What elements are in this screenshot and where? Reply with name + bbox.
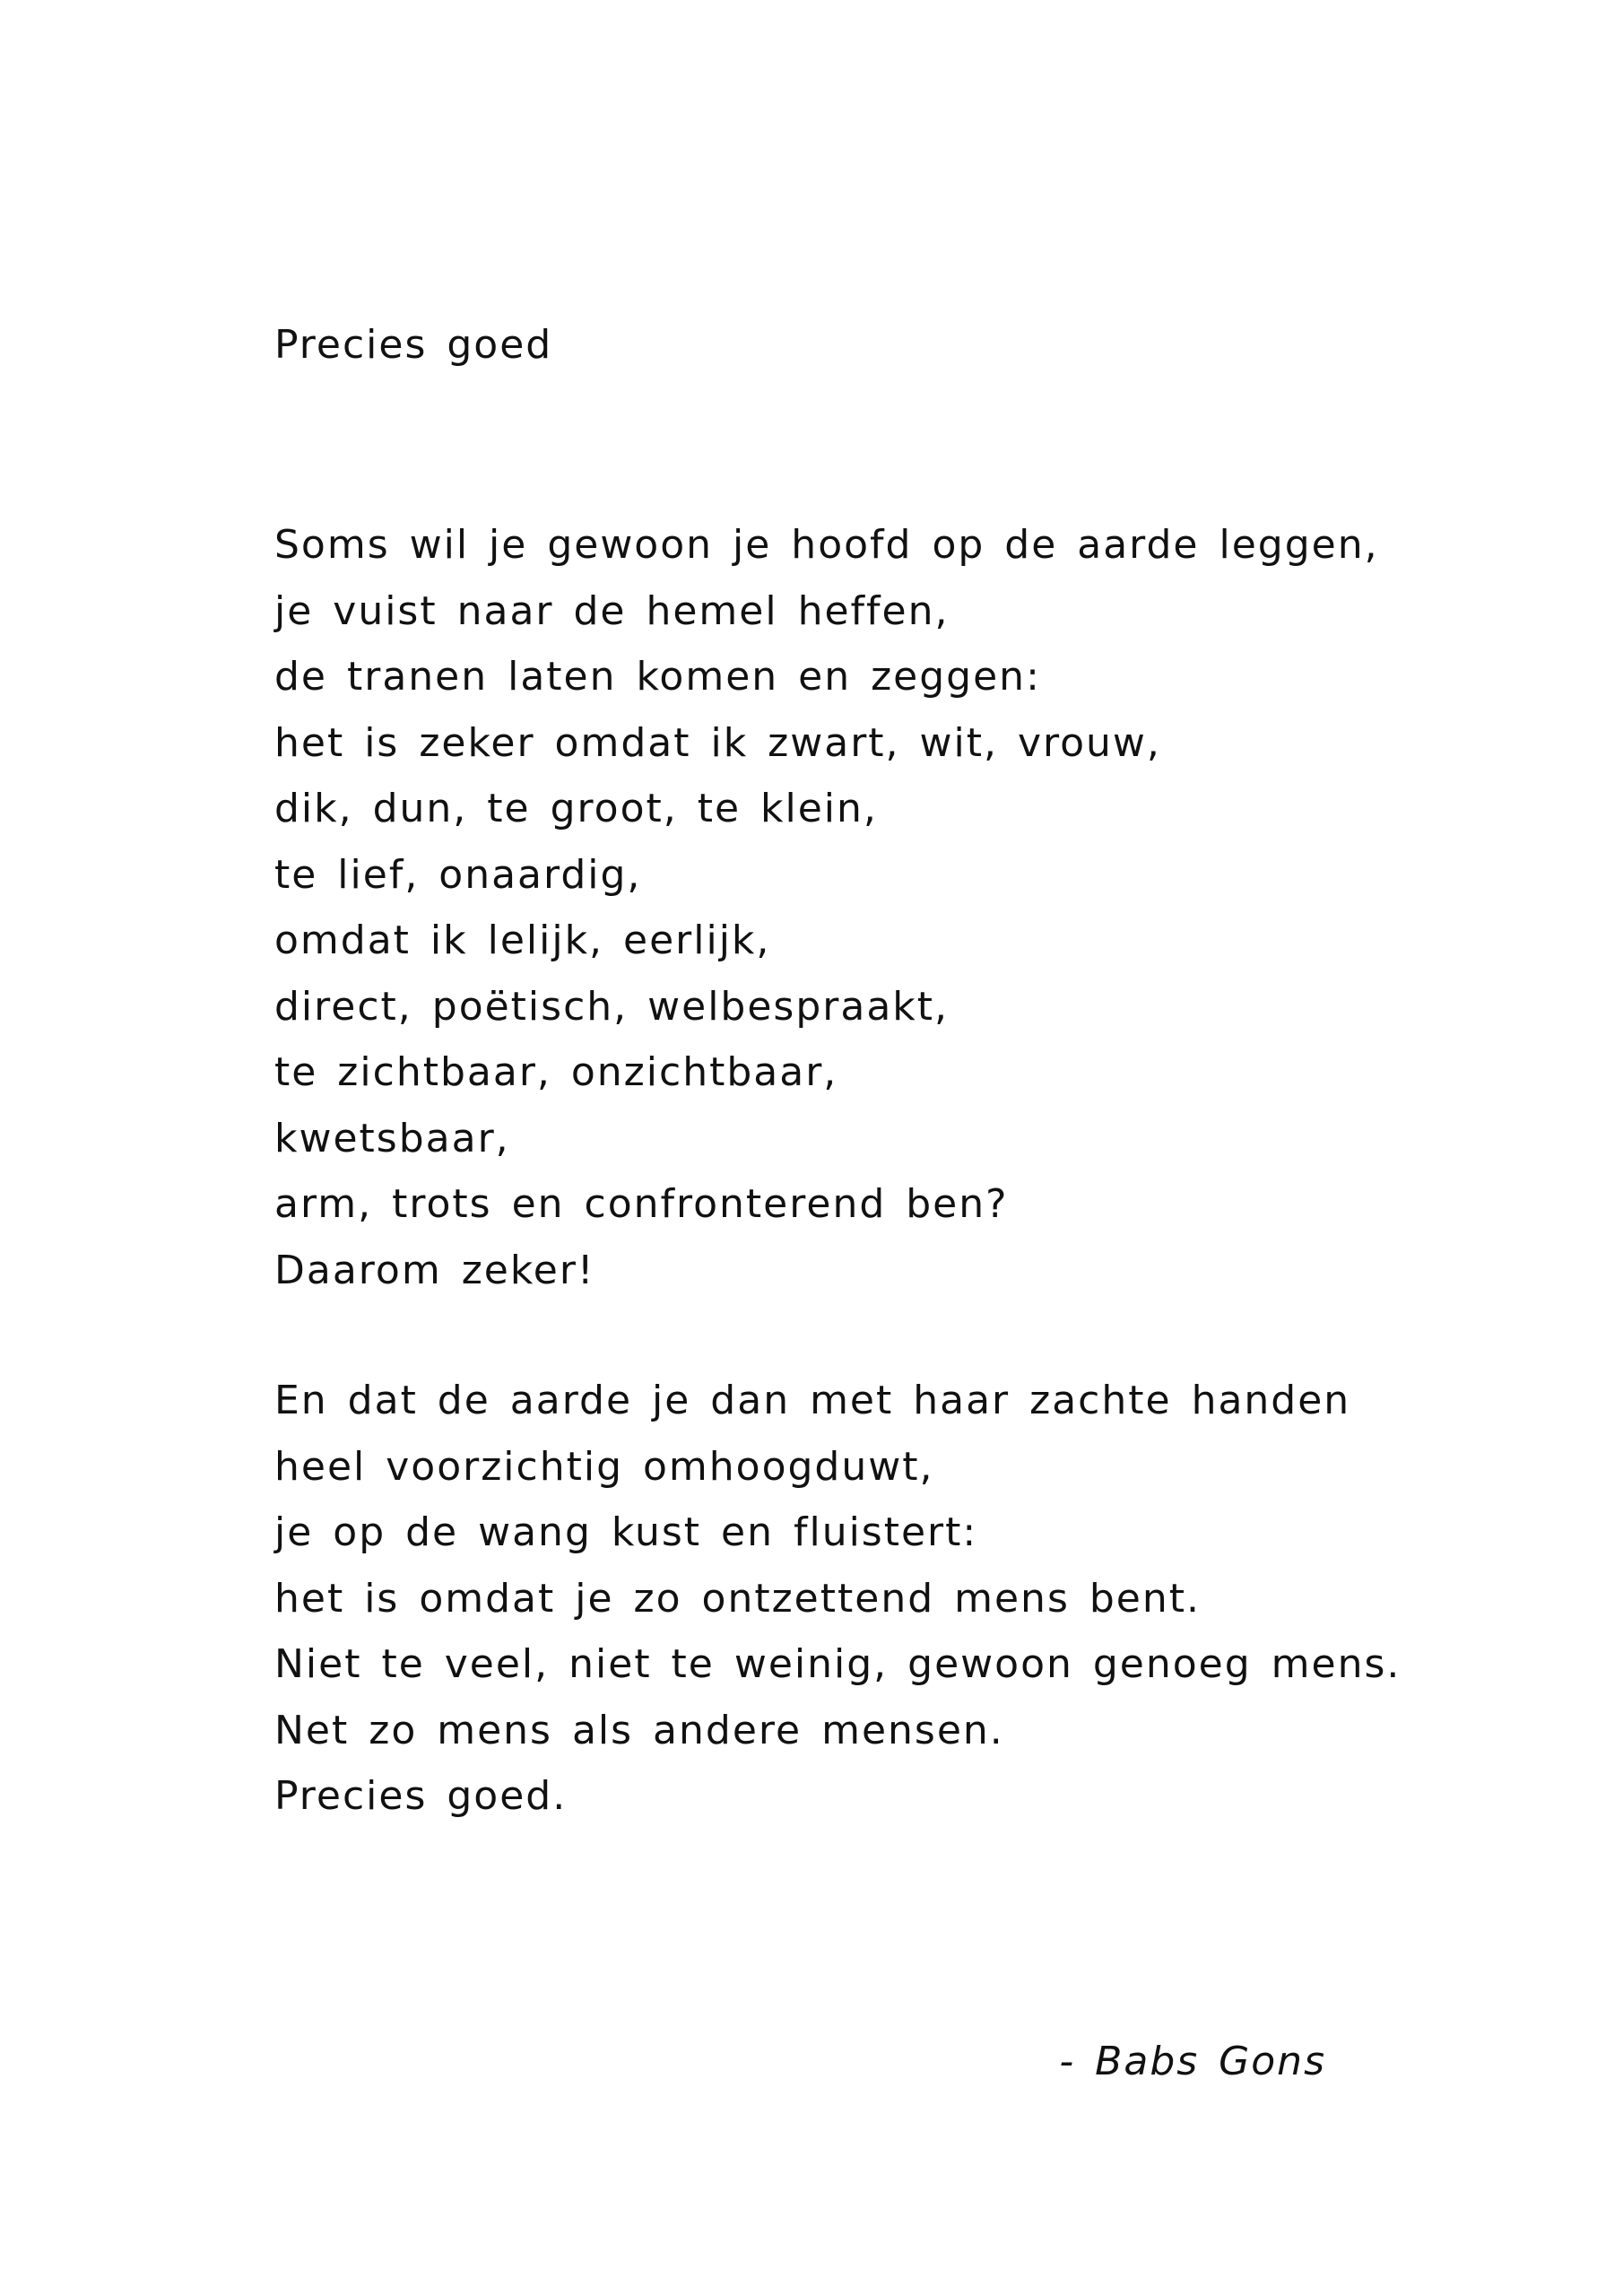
poem-line: En dat de aarde je dan met haar zachte handen xyxy=(274,1378,1351,1423)
poem-line: Precies goed. xyxy=(274,1773,568,1819)
poem-line: arm, trots en confronterend ben? xyxy=(274,1181,1009,1227)
poem-line: heel voorzichtig omhoogduwt, xyxy=(274,1443,934,1490)
poem-title: Precies goed xyxy=(274,322,553,368)
poem-line: je vuist naar de hemel heffen, xyxy=(274,587,950,634)
poem-line: de tranen laten komen en zeggen: xyxy=(274,654,1041,700)
poem-line: je op de wang kust en fluistert: xyxy=(274,1509,978,1555)
stanza-1 xyxy=(274,517,1379,1309)
author-signature: - Babs Gons xyxy=(1059,2039,1326,2084)
poem-line: direct, poëtisch, welbespraakt, xyxy=(274,983,950,1030)
poem-line: kwetsbaar, xyxy=(274,1115,510,1161)
poem-line: te zichtbaar, onzichtbaar, xyxy=(274,1049,838,1095)
poem-line: te lief, onaardig, xyxy=(274,851,642,898)
poem-line: Niet te veel, niet te weinig, gewoon genoeg mens. xyxy=(274,1641,1402,1687)
poem-line: omdat ik lelijk, eerlijk, xyxy=(274,918,771,963)
poem-line: dik, dun, te groot, te klein, xyxy=(274,786,878,831)
poem-line: het is zeker omdat ik zwart, wit, vrouw, xyxy=(274,719,1161,766)
stanza-2 xyxy=(274,1373,1401,1835)
poem-line: het is omdat je zo ontzettend mens bent. xyxy=(274,1575,1201,1622)
poem-line: Net zo mens als andere mensen. xyxy=(274,1707,1004,1753)
poem-line: Soms wil je gewoon je hoofd op de aarde leggen, xyxy=(274,522,1379,568)
poem-line: Daarom zeker! xyxy=(274,1247,595,1293)
